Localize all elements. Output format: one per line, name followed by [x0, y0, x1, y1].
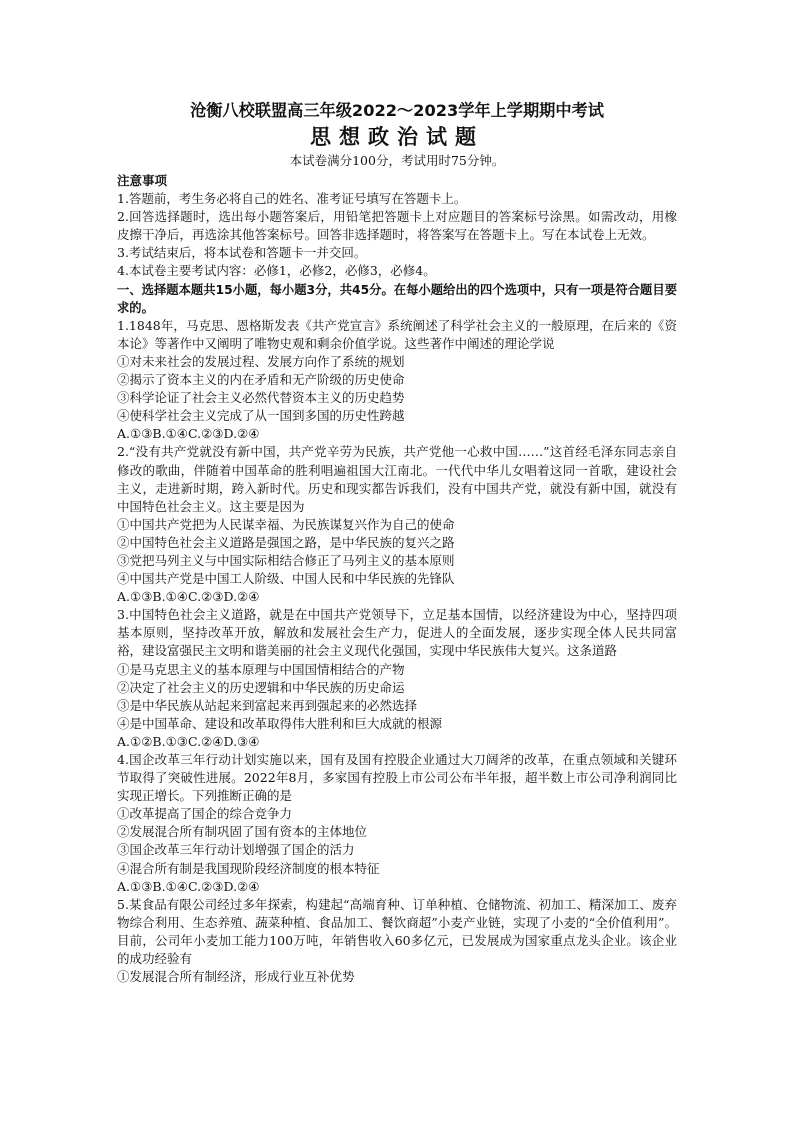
question-option: ③是中华民族从站起来到富起来再到强起来的必然选择	[117, 697, 418, 713]
question-option: ③科学论证了社会主义必然代替资本主义的历史趋势	[117, 390, 405, 406]
question-stem: 3.中国特色社会主义道路，就是在中国共产党领导下，立足基本国情，以经济建设为中心，坚持四项基本原则，坚持改革开放，解放和发展社会生产力，促进人的全面发展，逐步实现全体人民共同富裕，建设富强民主文明和谐美丽的社会主义现代化强国，实现中华民族伟大复兴。这条道路	[117, 607, 677, 659]
question-stem: 1.1848年，马克思、恩格斯发表《共产党宣言》系统阐述了科学社会主义的一般原理，在后来的《资本论》等著作中又阐明了唯物史观和剩余价值学说。这些著作中阐述的理论学说	[117, 317, 677, 351]
question-stem: 4.国企改革三年行动计划实施以来，国有及国有控股企业通过大刀阔斧的改革，在重点领域和关键环节取得了突破性进展。2022年8月，多家国有控股上市公司公布半年报，超半数上市公司净利润同比实现正增长。下列推断正确的是	[117, 752, 677, 804]
question-option: ①中国共产党把为人民谋幸福、为民族谋复兴作为自己的使命	[117, 516, 455, 532]
note-item: 1.答题前，考生务必将自己的姓名、准考证号填写在答题卡上。	[117, 191, 467, 207]
note-item: 3.考试结束后，将本试卷和答题卡一并交回。	[117, 245, 367, 261]
question-option: ①对未来社会的发展过程、发展方向作了系统的规划	[117, 353, 405, 369]
exam-title: 沧衡八校联盟高三年级2022～2023学年上学期期中考试	[190, 101, 604, 120]
exam-subtitle: 本试卷满分100分，考试用时75分钟。	[289, 153, 505, 168]
question-option: ②中国特色社会主义道路是强国之路，是中华民族的复兴之路	[117, 534, 455, 550]
question-stem: 2.“没有共产党就没有新中国，共产党辛劳为民族，共产党他一心救中国……”这首经毛泽东同志亲自修改的歌曲，伴随着中国革命的胜利唱遍祖国大江南北。一代代中华儿女唱着这同一首歌，建设社会主义，走进新时期，跨入新时代。历史和现实都告诉我们，没有中国共产党，就没有新中国，就没有中国特色社会主义。这主要是因为	[117, 444, 677, 514]
subject-title: 思想政治试题	[310, 125, 484, 149]
note-item: 4.本试卷主要考试内容：必修1，必修2，必修3，必修4。	[117, 263, 436, 279]
note-item: 2.回答选择题时，选出每小题答案后，用铅笔把答题卡上对应题目的答案标号涂黑。如需改动，用橡皮擦干净后，再选涂其他答案标号。回答非选择题时，将答案写在答题卡上。写在本试卷上无效。	[117, 209, 677, 243]
question-option: ①发展混合所有制经济，形成行业互补优势	[117, 969, 355, 985]
question-option: ④是中国革命、建设和改革取得伟大胜利和巨大成就的根源	[117, 715, 443, 731]
question-option: ②决定了社会主义的历史逻辑和中华民族的历史命运	[117, 679, 405, 695]
question-option: ④混合所有制是我国现阶段经济制度的根本特征	[117, 860, 380, 876]
notes-heading: 注意事项	[117, 173, 168, 188]
question-3	[117, 606, 677, 751]
answer-choices: A.①②B.①③C.②④D.③④	[117, 733, 260, 749]
question-4	[117, 751, 677, 896]
answer-choices: A.①③B.①④C.②③D.②④	[117, 426, 260, 442]
question-1	[117, 317, 677, 444]
answer-choices: A.①③B.①④C.②③D.②④	[117, 589, 260, 605]
question-option: ②揭示了资本主义的内在矛盾和无产阶级的历史使命	[117, 372, 405, 388]
question-option: ④使科学社会主义完成了从一国到多国的历史性跨越	[117, 408, 405, 424]
answer-choices: A.①③B.①④C.②③D.②④	[117, 878, 260, 894]
question-stem: 5.某食品有限公司经过多年探索，构建起“高端育种、订单种植、仓储物流、初加工、精深加工、废弃物综合利用、生态养殖、蔬菜种植、食品加工、餐饮商超”小麦产业链，实现了小麦的“全价值利用”。目前，公司年小麦加工能力100万吨，年销售收入60多亿元，已发展成为国家重点龙头企业。该企业的成功经验有	[117, 896, 677, 967]
question-option: ②发展混合所有制巩固了国有资本的主体地位	[117, 824, 368, 840]
question-option: ③党把马列主义与中国实际相结合修正了马列主义的基本原则	[117, 552, 455, 568]
question-option: ①是马克思主义的基本原理与中国国情相结合的产物	[117, 661, 405, 677]
question-option: ④中国共产党是中国工人阶级、中国人民和中华民族的先锋队	[117, 571, 455, 587]
question-option: ①改革提高了国企的综合竞争力	[117, 806, 293, 822]
page-content	[117, 100, 677, 986]
question-2	[117, 443, 677, 606]
question-option: ③国企改革三年行动计划增强了国企的活力	[117, 842, 355, 858]
question-5	[117, 896, 677, 986]
section-heading: 一、选择题本题共15小题，每小题3分，共45分。在每小题给出的四个选项中，只有一项是符合题目要求的。	[117, 282, 677, 315]
